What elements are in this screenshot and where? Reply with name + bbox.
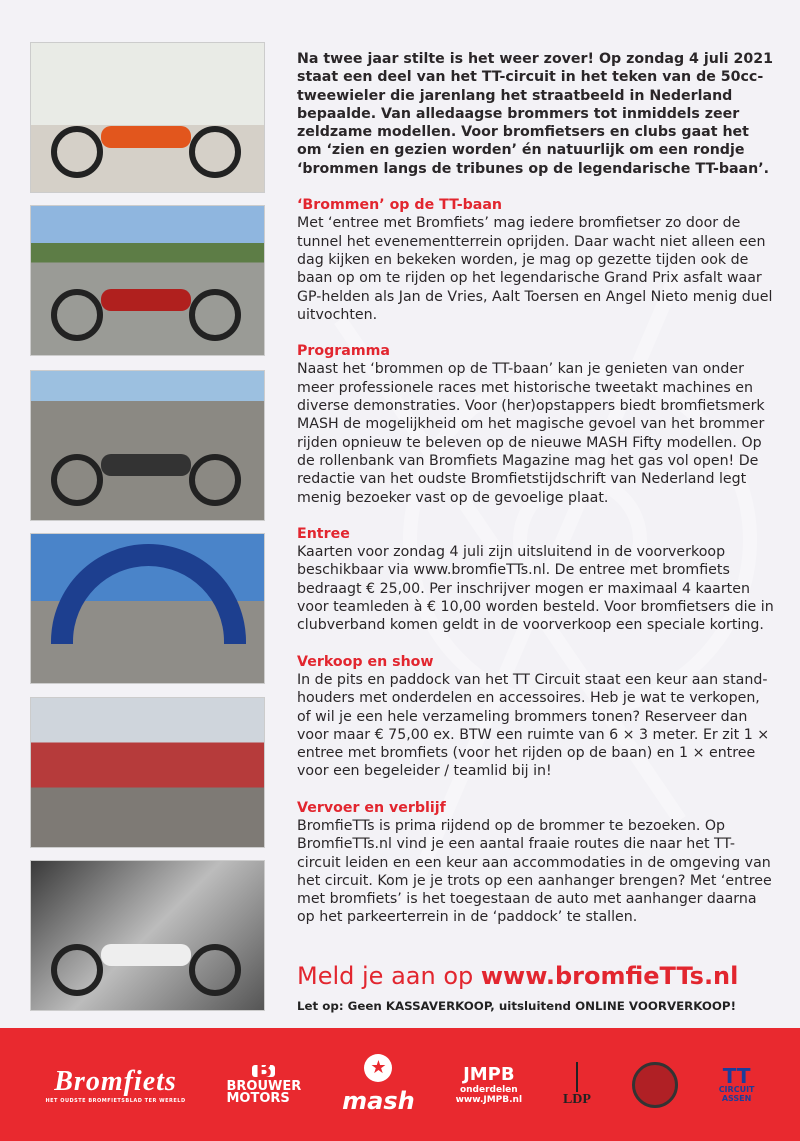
section-body: Met ‘entree met Bromfiets’ mag iedere bromfietser zo door de tunnel het evenementterrein oprijden. Daar wacht niet alleen een dag kijken en bekeken worden, je mag op gezette tijden ook de baan op om te rijden op het legendarische Grand Prix asfalt waar GP-helden als Jan de Vries, Aalt Toersen en Angel Nieto menig duel uitvochten. <box>297 215 773 323</box>
section-verkoop <box>297 653 777 781</box>
section-body: BromfieTTs is prima rijdend op de brommer te bezoeken. Op BromfieTTs.nl vind je een aantal fraaie routes die naar het TT-circuit leiden en een keur aan accommodaties in de omgeving van het circuit. Kom je je trots op een aanhanger brengen? Met ‘entree met bromfiets’ is het toegestaan de auto met aanhanger daarna op het parkeerterrein in de ‘paddock’ te stallen. <box>297 817 772 926</box>
section-programma <box>297 342 777 507</box>
bromfiets-logo: Bromfiets HET OUDSTE BROMFIETSBLAD TER WERELD <box>45 1065 186 1104</box>
section-heading: ‘Brommen’ op de TT-baan <box>297 197 503 214</box>
section-heading: Entree <box>297 525 350 542</box>
section-body: In de pits en paddock van het TT Circuit staat een keur aan standhouders met onderdelen en accessoires. Heb je wat te verkopen, of wil je een hele verzameling brommers tonen? Reserveer dan voor maar € 75,00 ex. BTW een ruimte van 6 × 3 meter. Er zit 1 × entree met bromfiets (voor het rijden op de baan) en 1 × entree voor een begeleider / teamlid bij in! <box>297 671 770 780</box>
section-body: Naast het ‘brommen op de TT-baan’ kan je genieten van onder meer professionele races met historische tweetakt machines en diverse demonstraties. Voor (her)opstappers biedt bromfietsmerk MASH de mogelijkheid om het magische gevoel van het brommer rijden opnieuw te beleven op de nieuwe MASH Fifty modellen. Op de rollenbank van Bromfiets Magazine mag het gas vol open! De redactie van het oudste Bromfietstijdschrift van Nederland legt menig bezoeker vast op de gevoelige plaat. <box>297 361 765 506</box>
club-seal-logo <box>632 1062 678 1108</box>
photo-redbull-arch <box>30 533 265 684</box>
jmpb-logo: JMPB onderdelen www.JMPB.nl <box>455 1064 523 1105</box>
cta-url-link[interactable]: www.bromfieTTs.nl <box>480 962 739 990</box>
section-heading: Programma <box>297 343 391 360</box>
mash-logo: ★ mash <box>342 1054 415 1115</box>
section-brommen <box>297 196 777 324</box>
sponsor-footer <box>0 1028 800 1141</box>
photo-bromfiets-stand <box>30 697 265 848</box>
signup-cta <box>297 962 738 990</box>
cta-prefix: Meld je aan op <box>297 962 481 990</box>
section-heading: Verkoop en show <box>297 653 434 670</box>
photo-orange-moped <box>30 42 265 193</box>
section-heading: Vervoer en verblijf <box>297 799 446 816</box>
section-vervoer <box>297 799 777 927</box>
article <box>297 50 777 945</box>
section-body: Kaarten voor zondag 4 juli zijn uitsluitend in de voorverkoop beschikbaar via www.bromfieTTs.nl. De entree met bromfiets bedraagt € 25,00. Per inschrijver mogen er maximaal 4 kaarten voor teamleden à € 10,00 worden besteld. Voor bromfietsers die in clubverband komen geldt in de voorverkoop een speciale korting. <box>297 544 774 634</box>
photo-riders-on-track <box>30 205 265 356</box>
tt-circuit-assen-logo: TT CIRCUIT ASSEN <box>718 1063 755 1103</box>
brouwer-motors-logo: B BROUWER MOTORS <box>226 1057 302 1106</box>
photo-parked-mopeds <box>30 370 265 521</box>
section-entree <box>297 525 777 635</box>
presale-note: Let op: Geen KASSAVERKOOP, uitsluitend ONLINE VOORVERKOOP! <box>297 999 736 1013</box>
intro-paragraph: Na twee jaar stilte is het weer zover! Op zondag 4 juli 2021 staat een deel van het TT-circuit in het teken van de 50cc-tweewieler die jarenlang het straatbeeld in Nederland bepaalde. Van alledaagse brommers tot inmiddels zeer zeldzame modellen. Voor bromfietsers en clubs gaat het om ‘zien en gezien worden’ én natuurlijk om een rondje ‘brommen langs de tribunes op de legendarische TT-baan’. <box>297 51 773 177</box>
ldp-logo: LDP <box>563 1062 591 1108</box>
photo-racer-bw <box>30 860 265 1011</box>
star-icon: ★ <box>364 1054 392 1082</box>
